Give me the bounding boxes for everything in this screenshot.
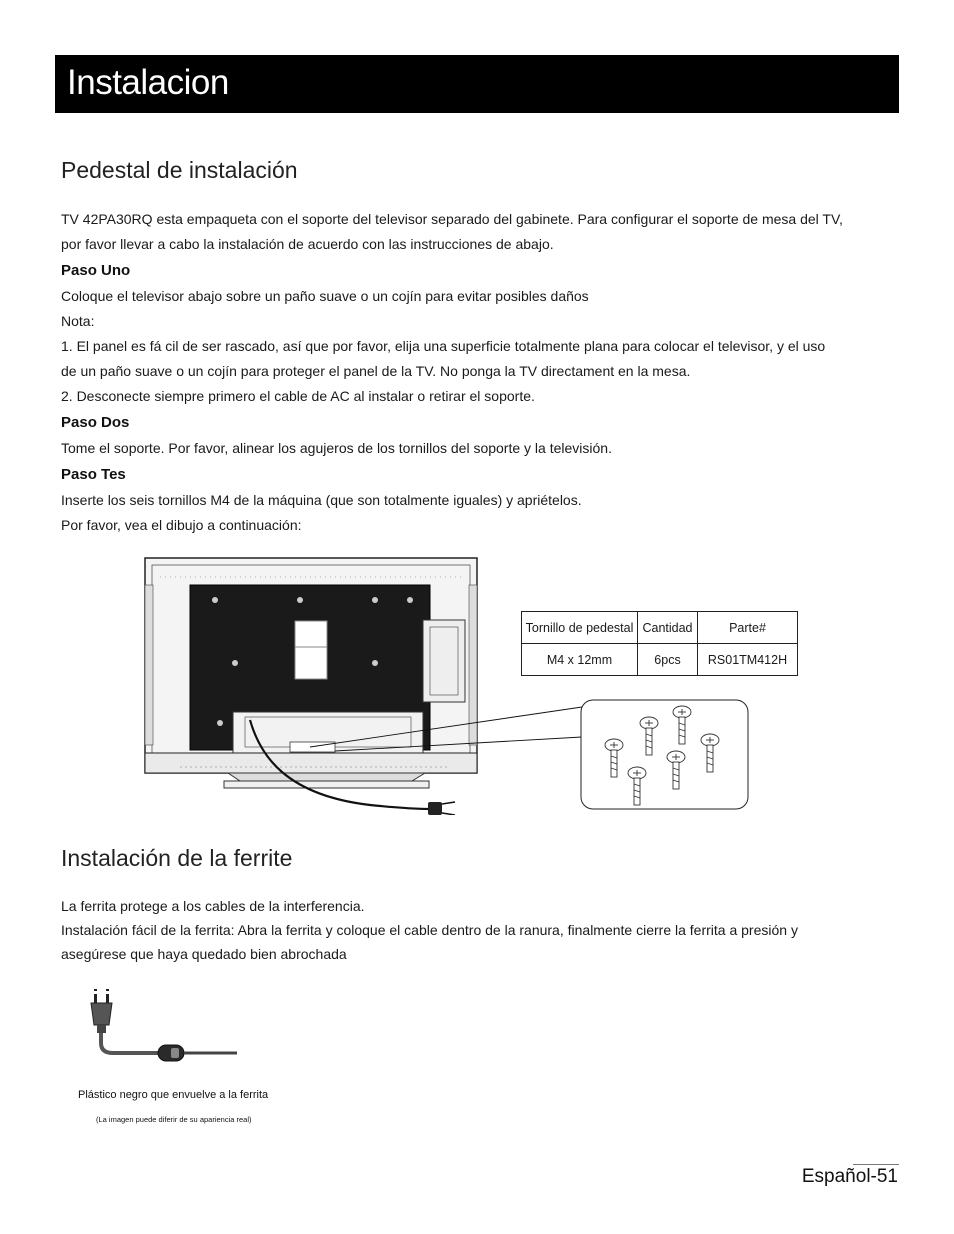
step1-text: Coloque el televisor abajo sobre un paño suave o un cojín para evitar posibles daños	[61, 288, 589, 304]
table-header-cell: Parte#	[698, 612, 798, 644]
table-cell: RS01TM412H	[698, 644, 798, 676]
table-row	[522, 644, 798, 676]
section-heading-pedestal: Pedestal de instalación	[61, 157, 298, 183]
note1-line2: de un paño suave o un cojín para proteger el panel de la TV. No ponga la TV directament en la mesa.	[61, 363, 691, 379]
note-label: Nota:	[61, 313, 95, 329]
page-number-divider	[853, 1164, 899, 1165]
step3-text2: Por favor, vea el dibujo a continuación:	[61, 517, 302, 533]
note1-line1: 1. El panel es fá cil de ser rascado, así que por favor, elija una superficie totalmente plana para colocar el televisor, y el uso	[61, 338, 826, 354]
note2: 2. Desconecte siempre primero el cable de AC al instalar o retirar el soporte.	[61, 388, 535, 404]
intro-text-line1: TV 42PA30RQ esta empaqueta con el soporte del televisor separado del gabinete. Para configurar el soporte de mesa del TV,	[61, 211, 843, 227]
step2-text: Tome el soporte. Por favor, alinear los agujeros de los tornillos del soporte y la televisión.	[61, 440, 612, 456]
table-header-cell: Cantidad	[638, 612, 698, 644]
ferrite-text-line2: Instalación fácil de la ferrita: Abra la ferrita y coloque el cable dentro de la ranura, finalmente cierre la ferrita a presión y	[61, 922, 798, 938]
ferrite-text-line3: asegúrese que haya quedado bien abrochada	[61, 946, 347, 962]
page-number: Español-51	[801, 1166, 898, 1187]
ferrite-diagram	[85, 985, 245, 1070]
ferrite-text-line1: La ferrita protege a los cables de la interferencia.	[61, 898, 365, 914]
title-bar	[55, 55, 899, 113]
table-header-row	[522, 612, 798, 644]
ferrite-subcaption: (La imagen puede diferir de su apariencia real)	[96, 1115, 252, 1124]
page-title: Instalacion	[67, 63, 229, 102]
section-heading-ferrite: Instalación de la ferrite	[61, 845, 293, 871]
step3-title: Paso Tes	[61, 466, 126, 483]
step3-text: Inserte los seis tornillos M4 de la máquina (que son totalmente iguales) y apriételos.	[61, 492, 582, 508]
step1-title: Paso Uno	[61, 262, 131, 279]
table-cell: M4 x 12mm	[522, 644, 638, 676]
table-cell: 6pcs	[638, 644, 698, 676]
table-header-cell: Tornillo de pedestal	[522, 612, 638, 644]
intro-text-line2: por favor llevar a cabo la instalación de acuerdo con las instrucciones de abajo.	[61, 236, 554, 252]
tv-back-diagram	[140, 555, 755, 815]
parts-table	[521, 611, 798, 676]
step2-title: Paso Dos	[61, 414, 130, 431]
ferrite-caption: Plástico negro que envuelve a la ferrita	[78, 1089, 269, 1101]
